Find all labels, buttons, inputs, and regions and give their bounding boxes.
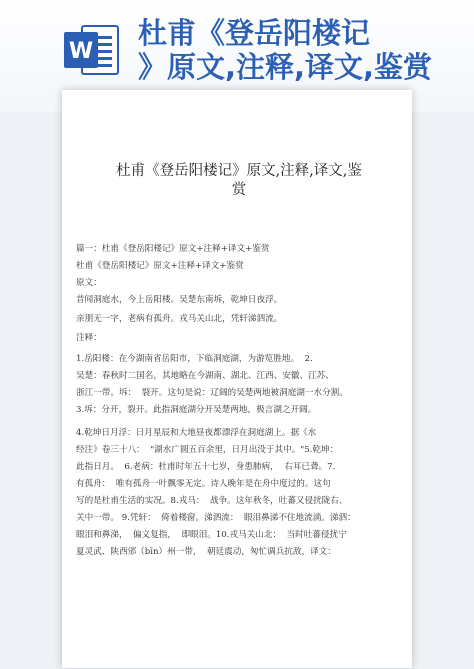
paragraph-line: 写的是杜甫生活的实况。8.戎马： 战争。这年秋冬，吐蕃又侵扰陇右、 — [76, 496, 348, 506]
paragraph-line: 原文： — [76, 278, 102, 288]
document-body — [76, 243, 358, 559]
document-title-line-1: 杜甫《登岳阳楼记》原文,注释,译文,鉴 — [116, 163, 362, 179]
paragraph-line: 4.乾坤日月浮：日月星辰和大地昼夜都漂浮在洞庭湖上。据《水 — [76, 428, 317, 438]
banner-title-line-1: 杜甫《登岳阳楼记 — [138, 16, 371, 50]
paragraph-line: 有孤舟： 唯有孤舟一叶飘零无定。诗人晚年是在舟中度过的。这句 — [76, 479, 331, 489]
paragraph-line: 吴楚：春秋时二国名，其地略在今湖南、湖北、江西、安徽、江苏、 — [76, 371, 334, 381]
paragraph-line: 此指日月。 6.老病：杜甫时年五十七岁，身患肺病， 右耳已聋。7. — [76, 462, 336, 472]
paragraph-line: 关中一带。 9.凭轩： 倚着楼窗。涕泗流： 眼泪鼻涕不住地流淌。涕泗： — [76, 513, 356, 523]
word-icon-letter: W — [68, 39, 94, 64]
paragraph-line: 3.坼：分开，裂开。此指洞庭湖分开吴楚两地，极言湖之开阔。 — [76, 405, 317, 415]
paragraph-line: 眼泪和鼻涕， 偏义复指， 即眼泪。10.戎马关山北： 当时吐蕃侵扰宁 — [76, 530, 347, 540]
document-title — [114, 162, 364, 200]
banner-title-line-2: 》原文,注释,译文,鉴赏 — [138, 50, 433, 84]
paragraph-line: 夏灵武、陕西邠（bīn）州一带， 朝廷震动，匆忙调兵抗敌，译文： — [76, 547, 336, 557]
paragraph-line: 篇一：杜甫《登岳阳楼记》原文+注释+译文+鉴赏 — [76, 244, 270, 254]
paragraph-line: 杜甫《登岳阳楼记》原文+注释+译文+鉴赏 — [76, 261, 244, 271]
paragraph-line: 经注》卷三十八： "湖水广圆五百余里，日月出没于其中。"5.乾坤： — [76, 445, 339, 455]
paragraph-line: 亲朋无一字，老病有孤舟。戎马关山北，凭轩涕泗流。 — [76, 314, 283, 324]
paragraph-line: 浙江一带。坼： 裂开。这句是说：辽阔的吴楚两地被洞庭湖一水分割。 — [76, 388, 348, 398]
paragraph-line: 注释： — [76, 333, 102, 343]
banner-title — [138, 16, 468, 84]
document-title-line-2: 赏 — [231, 182, 247, 198]
paragraph-line: 1.岳阳楼：在今湖南省岳阳市，下临洞庭湖，为游览胜地。 2. — [76, 354, 313, 364]
word-document-icon — [62, 20, 122, 80]
paragraph-line: 昔闻洞庭水，今上岳阳楼。吴楚东南坼，乾坤日夜浮。 — [76, 295, 283, 305]
